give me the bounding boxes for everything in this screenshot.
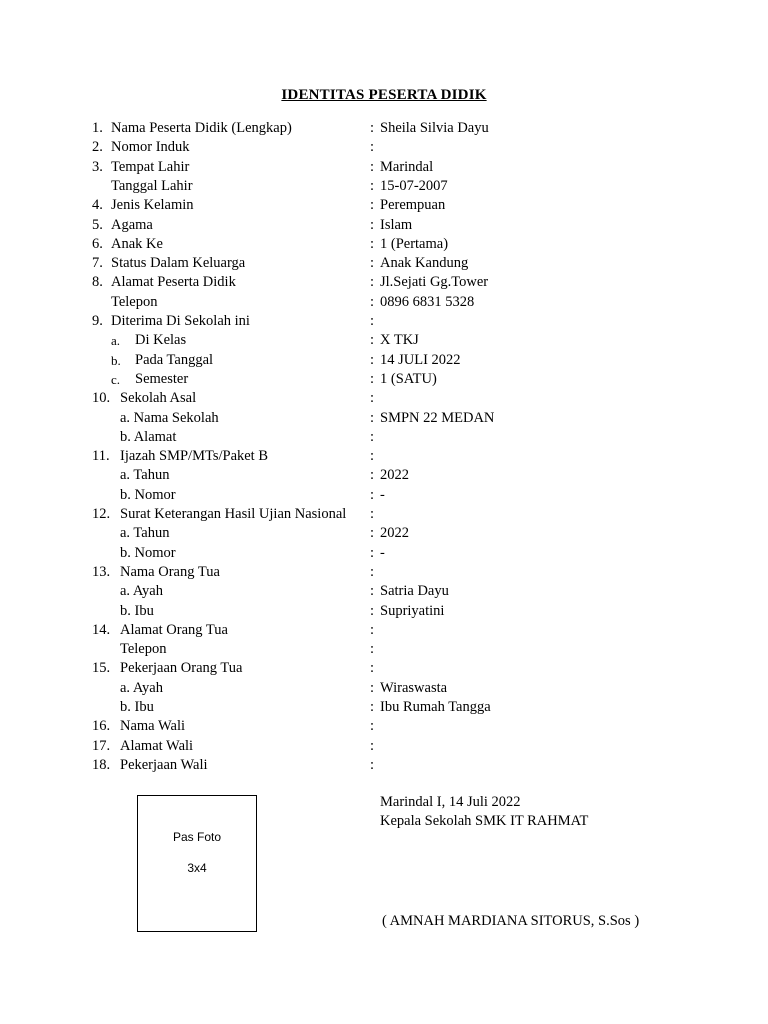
row-label: Sekolah Asal	[120, 390, 197, 407]
row-colon: :	[370, 486, 375, 503]
table-row	[0, 737, 768, 756]
table-row	[0, 428, 768, 447]
row-number: 15.	[92, 660, 111, 677]
row-sublabel: b. Nomor	[120, 486, 176, 503]
table-row	[0, 524, 768, 543]
row-label: Diterima Di Sekolah ini	[111, 313, 250, 329]
table-row	[0, 389, 768, 408]
row-colon: :	[370, 602, 375, 619]
row-sublabel: a. Ayah	[120, 679, 163, 696]
row-colon: :	[370, 370, 375, 387]
row-colon: :	[370, 313, 375, 329]
row-colon: :	[370, 197, 375, 214]
row-value: 0896 6831 5328	[380, 293, 475, 310]
row-number: 10.	[92, 390, 111, 407]
photo-size-label: 3x4	[187, 861, 207, 875]
row-value: Anak Kandung	[380, 255, 469, 272]
table-row	[0, 158, 768, 177]
table-row	[0, 698, 768, 717]
row-colon: :	[370, 641, 375, 658]
row-label: Agama	[111, 216, 153, 233]
table-row	[0, 331, 768, 350]
row-sublabel: b. Ibu	[120, 602, 154, 619]
row-value: Perempuan	[380, 197, 446, 214]
row-colon: :	[370, 718, 375, 735]
row-value: 1 (SATU)	[380, 370, 437, 387]
row-label: Telepon	[111, 293, 158, 310]
table-row	[0, 447, 768, 466]
row-label: Semester	[135, 370, 189, 387]
row-colon: :	[370, 177, 375, 194]
row-value: 15-07-2007	[380, 177, 448, 194]
row-number: 13.	[92, 563, 111, 580]
row-number: 2.	[92, 139, 103, 156]
row-label: Tempat Lahir	[111, 158, 190, 175]
table-row	[0, 254, 768, 273]
table-row	[0, 273, 768, 292]
row-letter: b.	[111, 352, 121, 368]
row-label: Nama Wali	[120, 718, 186, 735]
row-label: Pada Tanggal	[135, 351, 214, 368]
document-title: IDENTITAS PESERTA DIDIK	[281, 87, 487, 103]
table-row	[0, 235, 768, 254]
row-colon: :	[370, 158, 375, 175]
row-value: Ibu Rumah Tangga	[380, 699, 491, 715]
row-value: 2022	[380, 525, 409, 542]
row-number: 17.	[92, 737, 111, 754]
table-row	[0, 119, 768, 138]
row-label: Nama Orang Tua	[120, 563, 220, 580]
row-value: Sheila Silvia Dayu	[380, 120, 489, 136]
row-sublabel: a. Nama Sekolah	[120, 409, 219, 426]
row-colon: :	[370, 583, 375, 600]
table-row	[0, 312, 768, 331]
row-sublabel: b. Nomor	[120, 544, 176, 561]
row-value: -	[380, 486, 385, 503]
table-row	[0, 582, 768, 601]
table-row	[0, 293, 768, 312]
row-value: 1 (Pertama)	[380, 235, 449, 252]
row-value: Satria Dayu	[380, 583, 449, 600]
table-row	[0, 659, 768, 678]
row-value: X TKJ	[380, 332, 419, 349]
row-colon: :	[370, 467, 375, 484]
row-number: 18.	[92, 756, 111, 773]
row-colon: :	[370, 332, 375, 349]
row-colon: :	[370, 525, 375, 542]
row-label: Di Kelas	[135, 332, 187, 349]
row-colon: :	[370, 351, 375, 368]
table-row	[0, 196, 768, 215]
row-number: 11.	[92, 448, 110, 465]
table-row	[0, 409, 768, 428]
row-number: 7.	[92, 255, 103, 272]
row-colon: :	[370, 448, 375, 465]
table-row	[0, 756, 768, 775]
row-colon: :	[370, 506, 375, 522]
table-row	[0, 621, 768, 640]
table-row	[0, 544, 768, 563]
photo-label: Pas Foto	[172, 830, 222, 844]
row-label: Alamat Orang Tua	[120, 621, 228, 638]
row-label: Nama Peserta Didik (Lengkap)	[111, 120, 292, 136]
table-row	[0, 640, 768, 659]
table-row	[0, 679, 768, 698]
row-colon: :	[370, 756, 375, 773]
row-value: 2022	[380, 467, 409, 484]
table-row	[0, 717, 768, 736]
row-colon: :	[370, 139, 375, 156]
row-colon: :	[370, 255, 375, 272]
row-label: Nomor Induk	[111, 139, 190, 156]
row-number: 9.	[92, 313, 103, 329]
row-number: 3.	[92, 158, 103, 175]
row-colon: :	[370, 409, 375, 426]
row-colon: :	[370, 621, 375, 638]
table-row	[0, 466, 768, 485]
row-colon: :	[370, 428, 375, 445]
row-label: Ijazah SMP/MTs/Paket B	[120, 448, 269, 465]
row-colon: :	[370, 737, 375, 754]
row-label: Anak Ke	[111, 235, 163, 252]
row-colon: :	[370, 120, 375, 136]
signature-place-date: Marindal I, 14 Juli 2022	[380, 794, 521, 810]
row-number: 6.	[92, 235, 103, 252]
row-number: 8.	[92, 274, 103, 291]
signature-name: ( AMNAH MARDIANA SITORUS, S.Sos )	[382, 913, 640, 929]
row-number: 16.	[92, 718, 111, 735]
row-number: 5.	[92, 216, 103, 233]
row-sublabel: a. Tahun	[120, 467, 170, 484]
table-row	[0, 138, 768, 157]
signature-role: Kepala Sekolah SMK IT RAHMAT	[380, 813, 589, 829]
row-sublabel: Telepon	[120, 641, 167, 658]
row-value: Supriyatini	[380, 602, 445, 619]
row-label: Jenis Kelamin	[111, 197, 194, 214]
row-label: Pekerjaan Wali	[120, 756, 208, 773]
row-label: Tanggal Lahir	[111, 177, 193, 194]
table-row	[0, 370, 768, 389]
row-letter: c.	[111, 371, 121, 387]
row-label: Surat Keterangan Hasil Ujian Nasional	[120, 506, 347, 522]
row-sublabel: b. Alamat	[120, 428, 177, 445]
row-value: -	[380, 544, 385, 561]
row-number: 14.	[92, 621, 111, 638]
row-colon: :	[370, 293, 375, 310]
table-row	[0, 505, 768, 524]
row-sublabel: a. Ayah	[120, 583, 163, 600]
row-colon: :	[370, 216, 375, 233]
row-sublabel: a. Tahun	[120, 525, 170, 542]
row-letter: a.	[111, 333, 121, 349]
row-sublabel: b. Ibu	[120, 699, 154, 715]
row-number: 12.	[92, 506, 111, 522]
row-value: Marindal	[380, 158, 434, 175]
table-row	[0, 216, 768, 235]
row-value: Jl.Sejati Gg.Tower	[380, 274, 489, 291]
row-colon: :	[370, 235, 375, 252]
row-colon: :	[370, 544, 375, 561]
row-value: 14 JULI 2022	[380, 351, 461, 368]
table-row	[0, 602, 768, 621]
row-colon: :	[370, 390, 375, 407]
row-value: Wiraswasta	[380, 679, 448, 696]
row-number: 4.	[92, 197, 103, 214]
table-row	[0, 177, 768, 196]
row-value: SMPN 22 MEDAN	[380, 409, 495, 426]
row-label: Alamat Peserta Didik	[111, 274, 236, 291]
row-colon: :	[370, 699, 375, 715]
row-colon: :	[370, 563, 375, 580]
row-colon: :	[370, 660, 375, 677]
row-label: Alamat Wali	[120, 737, 194, 754]
table-row	[0, 351, 768, 370]
photo-placeholder-box	[137, 795, 257, 932]
row-value: Islam	[380, 216, 413, 233]
table-row	[0, 486, 768, 505]
row-colon: :	[370, 679, 375, 696]
row-label: Status Dalam Keluarga	[111, 255, 246, 272]
row-number: 1.	[92, 120, 103, 136]
table-row	[0, 563, 768, 582]
row-label: Pekerjaan Orang Tua	[120, 660, 243, 677]
row-colon: :	[370, 274, 375, 291]
